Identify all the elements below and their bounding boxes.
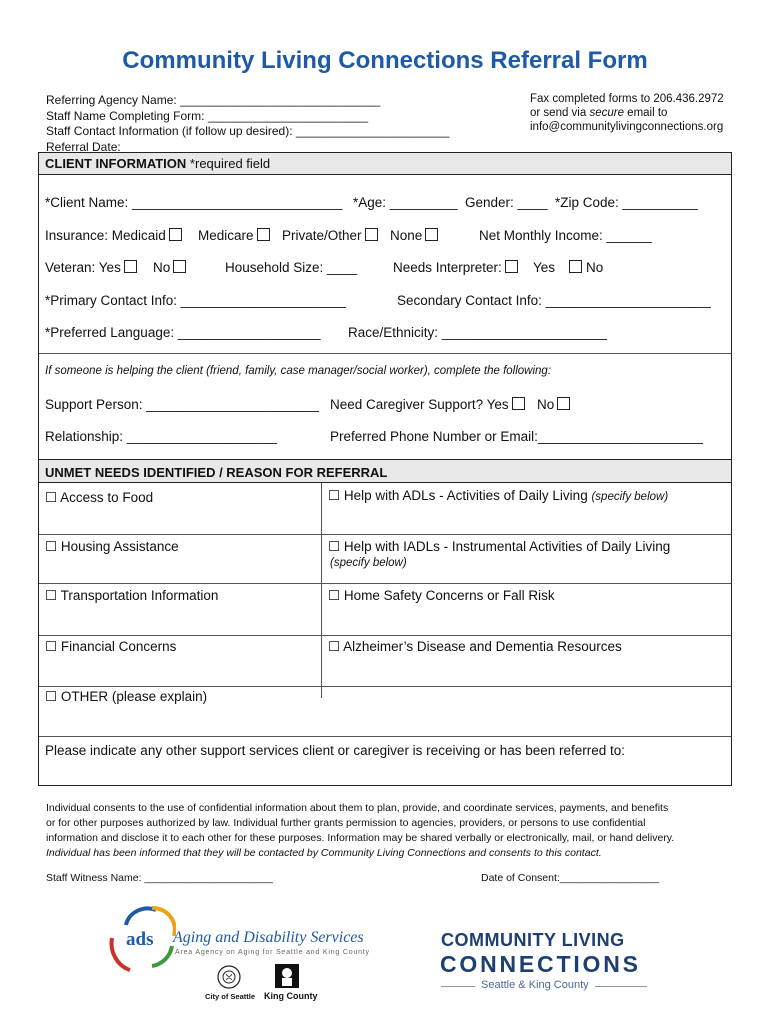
veteran-yes-checkbox[interactable]	[124, 260, 137, 273]
clc-logo-line2: CONNECTIONS	[440, 951, 641, 977]
fax-instructions: Fax completed forms to 206.436.2972 or send via secure email to info@communitylivingconnections.org	[530, 93, 724, 133]
other-services-prompt[interactable]: Please indicate any other support services client or caregiver is receiving or has been referred to:	[45, 743, 626, 758]
caregiver-no: No	[537, 397, 570, 412]
need-iadl[interactable]: ☐ Help with IADLs - Instrumental Activities of Daily Living	[328, 539, 671, 554]
agency-field[interactable]: Referring Agency Name: ______________________________	[46, 93, 381, 107]
seattle-seal-icon	[217, 964, 241, 990]
ads-subtitle: Area Agency on Aging for Seattle and King County	[175, 949, 370, 956]
interpreter-no-checkbox[interactable]	[569, 260, 582, 273]
interpreter-yes-checkbox[interactable]	[505, 260, 518, 273]
king-county-label: King County	[264, 991, 318, 1001]
phone-email-field[interactable]: Preferred Phone Number or Email:______________________	[330, 429, 704, 444]
primary-contact-field[interactable]: *Primary Contact Info: ______________________	[45, 293, 346, 308]
medicare-checkbox[interactable]	[257, 228, 270, 241]
insurance-none: None	[390, 228, 438, 243]
zip-field[interactable]: *Zip Code: __________	[555, 195, 698, 210]
gender-field[interactable]: Gender: ____	[465, 195, 548, 210]
ads-name: Aging and Disability Services	[173, 929, 364, 946]
helper-note: If someone is helping the client (friend, family, case manager/social worker), complete the following:	[45, 365, 552, 377]
need-alzheimers[interactable]: ☐ Alzheimer’s Disease and Dementia Resources	[328, 639, 622, 654]
insurance-medicare: Medicare	[198, 228, 270, 243]
need-transportation[interactable]: ☐ Transportation Information	[45, 588, 219, 603]
consent-text: Individual consents to the use of confidential information about them to plan, provide, and coordinate services, payments, and benefits or for other purposes authorized by law. Individual further grants permission to agencies, providers, or persons to use confidential information and disclose it to each other for these purposes. Information may be shared verbally or electronically, mail, or hand delivery. Individual has been informed that they will be contacted by Community Living Connections and consents to this contact.	[46, 802, 675, 859]
need-other[interactable]: ☐ OTHER (please explain)	[45, 689, 208, 704]
need-home-safety[interactable]: ☐ Home Safety Concerns or Fall Risk	[328, 588, 555, 603]
veteran-no-checkbox[interactable]	[173, 260, 186, 273]
staff-field[interactable]: Staff Name Completing Form: ________________________	[46, 108, 369, 123]
client-name-field[interactable]: *Client Name: ____________________________	[45, 195, 343, 210]
caregiver-yes: Need Caregiver Support? Yes	[330, 397, 525, 412]
veteran-no: No	[153, 260, 186, 275]
need-food[interactable]: ☐ Access to Food	[45, 490, 154, 505]
relationship-field[interactable]: Relationship: ____________________	[45, 429, 277, 444]
form-frame	[38, 152, 732, 786]
contact-field[interactable]: Staff Contact Information (if follow up desired): _______________________	[46, 124, 450, 138]
seattle-label: City of Seattle	[205, 992, 256, 1001]
unmet-needs-header: UNMET NEEDS IDENTIFIED / REASON FOR REFERRAL	[39, 459, 731, 483]
caregiver-yes-checkbox[interactable]	[512, 397, 525, 410]
interpreter-label: Needs Interpreter:	[393, 260, 518, 275]
consent-date-field[interactable]: Date of Consent:_________________	[481, 872, 660, 884]
page-title: Community Living Connections Referral Form	[122, 47, 648, 74]
referral-header	[46, 93, 449, 155]
private-checkbox[interactable]	[365, 228, 378, 241]
medicaid-checkbox[interactable]	[169, 228, 182, 241]
interpreter-no: No	[569, 260, 603, 275]
age-field[interactable]: *Age: _________	[353, 195, 458, 210]
insurance-private: Private/Other	[282, 228, 378, 243]
race-field[interactable]: Race/Ethnicity: ______________________	[348, 325, 607, 340]
client-info-header: CLIENT INFORMATION *required field	[39, 153, 731, 175]
email-address: info@communitylivingconnections.org	[530, 121, 724, 133]
income-field[interactable]: Net Monthly Income: ______	[479, 228, 652, 243]
clc-logo-line3: Seattle & King County	[475, 979, 595, 991]
clc-logo-line1: COMMUNITY LIVING	[441, 930, 625, 950]
veteran-yes: Veteran: Yes	[45, 260, 137, 275]
column-divider	[321, 483, 322, 698]
need-adl[interactable]: ☐ Help with ADLs - Activities of Daily Living (specify below)	[328, 488, 669, 503]
household-field[interactable]: Household Size: ____	[225, 260, 358, 275]
none-checkbox[interactable]	[425, 228, 438, 241]
secondary-contact-field[interactable]: Secondary Contact Info: ______________________	[397, 293, 711, 308]
language-field[interactable]: *Preferred Language: ___________________	[45, 325, 321, 340]
caregiver-no-checkbox[interactable]	[557, 397, 570, 410]
divider	[39, 353, 731, 354]
need-financial[interactable]: ☐ Financial Concerns	[45, 639, 177, 654]
ads-abbr: ads	[126, 929, 154, 950]
need-housing[interactable]: ☐ Housing Assistance	[45, 539, 179, 554]
king-county-logo-icon	[274, 963, 300, 989]
interpreter-yes: Yes	[533, 260, 556, 275]
witness-field[interactable]: Staff Witness Name: ______________________	[46, 872, 273, 884]
date-field[interactable]: Referral Date: ______________________________	[46, 139, 325, 154]
support-person-field[interactable]: Support Person: _______________________	[45, 397, 319, 412]
iadl-note: (specify below)	[330, 557, 407, 569]
insurance-medicaid: Insurance: Medicaid	[45, 228, 182, 243]
